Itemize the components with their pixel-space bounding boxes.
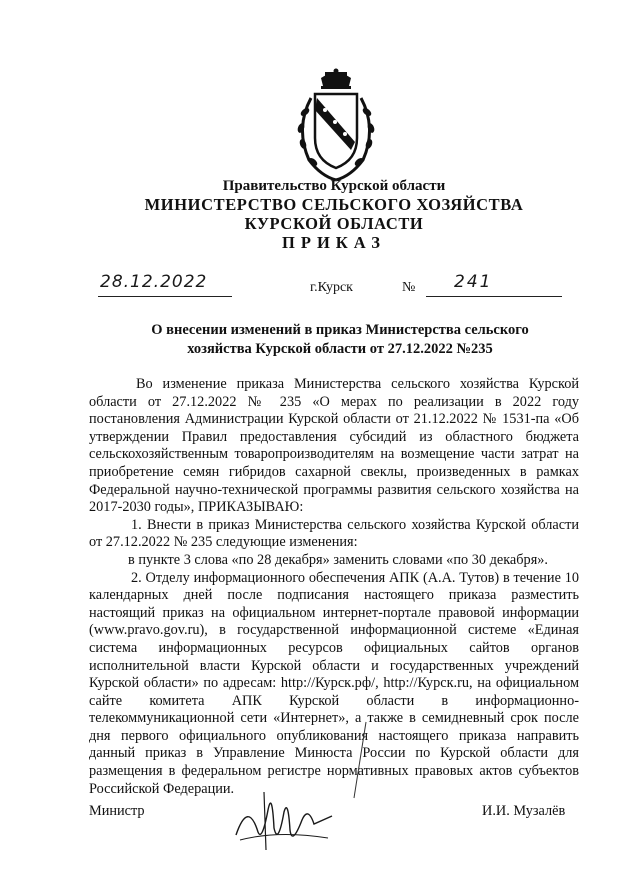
document-type: ПРИКАЗ: [282, 233, 386, 252]
signatory-name: И.И. Музалёв: [482, 803, 566, 819]
ministry-title-line2: КУРСКОЙ ОБЛАСТИ: [244, 214, 424, 233]
order-title-line1: О внесении изменений в приказ Министерства сельского: [151, 322, 529, 338]
order-number-handwritten: 241: [454, 272, 493, 292]
order-date-handwritten: 28.12.2022: [100, 272, 208, 292]
order-title: [100, 321, 580, 359]
kursk-coat-of-arms-icon: [291, 68, 381, 188]
signatory-role: Министр: [89, 803, 145, 819]
order-body: [89, 376, 579, 798]
city-label: г.Курск: [310, 280, 353, 295]
item-1-subparagraph: в пункте 3 слова «по 28 декабря» заменить словами «по 30 декабря».: [128, 551, 548, 568]
order-number-field: [426, 272, 562, 297]
number-label: №: [402, 280, 416, 295]
government-title: Правительство Курской области: [222, 178, 446, 194]
item-2-paragraph: 2. Отделу информационного обеспечения АПК (А.А. Тутов) в течение 10 календарных дней после подписания настоящего приказа разместить настоящий приказ на официальном интернет-портале правовой информации (www.pravo.gov.ru), в государственной информационной системе «Единая система информационных ресурсов официальных сайтов органов исполнительной власти Курской области и государственных учреждений Курской области» по адресам: http://Курск.рф/, http://Курск.ru, на официальном сайте комитета АПК Курской области в информационно-телекоммуникационной сети «Интернет», а также в семидневный срок после дня первого официального опубликования настоящего приказа направить данный приказ в Управление Минюста России по Курской области для размещения в федеральном регистре нормативных правовых актов субъектов Российской Федерации.: [89, 569, 579, 797]
item-1-paragraph: 1. Внести в приказ Министерства сельского хозяйства Курской области от 27.12.2022 № 235 следующие изменения:: [89, 516, 579, 551]
preamble-paragraph: Во изменение приказа Министерства сельского хозяйства Курской области от 27.12.2022 № 235 «О мерах по реализации в 2022 году постановления Администрации Курской области от 21.12.2022 № 1531-па «Об утверждении Правил предоставления субсидий из областного бюджета сельскохозяйственным товаропроизводителям на возмещение части затрат на приобретение семян гибридов сахарной свеклы, произведенных в рамках Федеральной научно-технической программы развития сельского хозяйства на 2017-2030 годы», ПРИКАЗЫВАЮ:: [89, 376, 579, 516]
order-date-field: [98, 272, 232, 297]
handwritten-signature: [228, 780, 338, 855]
ministry-title-line1: МИНИСТЕРСТВО СЕЛЬСКОГО ХОЗЯЙСТВА: [144, 195, 524, 214]
order-title-line2: хозяйства Курской области от 27.12.2022 №235: [187, 341, 493, 357]
margin-pen-stroke: [350, 720, 370, 800]
